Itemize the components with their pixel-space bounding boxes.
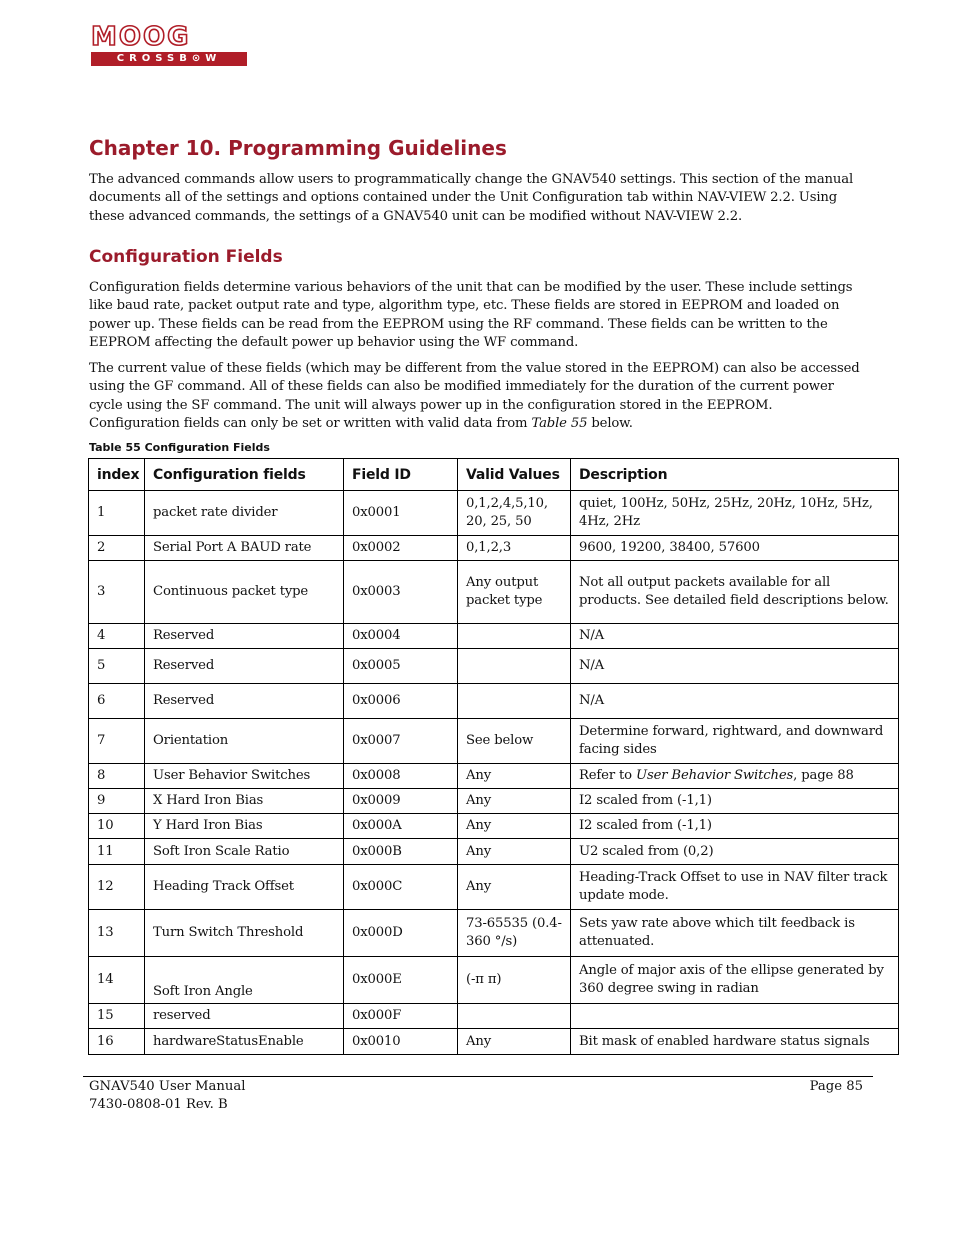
paragraph-line: The current value of these fields (which may be different from the value stored in the EEPROM) can also be accessed — [89, 361, 860, 376]
cell-index: 3 — [89, 561, 145, 624]
table-row — [89, 649, 899, 684]
table-row — [89, 839, 899, 865]
table-row — [89, 1029, 899, 1055]
cell-id: 0x0009 — [344, 789, 458, 814]
table-row — [89, 957, 899, 1004]
cell-desc: Bit mask of enabled hardware status signals — [571, 1029, 899, 1055]
desc-text: , page 88 — [793, 768, 854, 783]
cell-desc: N/A — [571, 624, 899, 649]
cell-id: 0x0006 — [344, 684, 458, 719]
intro-line: documents all of the settings and options contained under the Unit Configuration tab within NAV-VIEW 2.2. Using — [89, 190, 838, 206]
cell-index: 11 — [89, 839, 145, 865]
cell-index: 15 — [89, 1004, 145, 1029]
configuration-fields-table — [88, 458, 899, 1055]
cell-desc — [571, 764, 899, 789]
cell-valid: See below — [458, 719, 571, 764]
paragraph-text: Configuration fields can only be set or written with valid data from — [89, 416, 532, 432]
cell-id: 0x000F — [344, 1004, 458, 1029]
cell-id: 0x0002 — [344, 536, 458, 561]
cell-valid: 0,1,2,3 — [458, 536, 571, 561]
cell-field: packet rate divider — [145, 491, 344, 536]
cell-desc: Sets yaw rate above which tilt feedback is attenuated. — [571, 910, 899, 957]
cell-id: 0x000E — [344, 957, 458, 1004]
cell-desc: N/A — [571, 649, 899, 684]
cell-field: Reserved — [145, 649, 344, 684]
cell-index: 2 — [89, 536, 145, 561]
footer-doc-number: 7430-0808-01 Rev. B — [89, 1097, 228, 1113]
intro-paragraph — [89, 171, 879, 226]
table-row — [89, 536, 899, 561]
cell-index: 13 — [89, 910, 145, 957]
cell-valid: Any — [458, 789, 571, 814]
intro-line: these advanced commands, the settings of a GNAV540 unit can be modified without NAV-VIEW 2.2. — [89, 208, 743, 224]
column-header-valid-values: Valid Values — [458, 459, 571, 491]
cell-desc: Not all output packets available for all products. See detailed field descriptions below. — [571, 561, 899, 624]
cell-desc: N/A — [571, 684, 899, 719]
chapter-title: Chapter 10. Programming Guidelines — [89, 136, 507, 160]
table-row — [89, 814, 899, 839]
table-row — [89, 789, 899, 814]
cell-id: 0x000D — [344, 910, 458, 957]
footer-page-number: Page 85 — [809, 1079, 863, 1094]
cell-id: 0x0008 — [344, 764, 458, 789]
cell-valid: Any — [458, 1029, 571, 1055]
cell-index: 10 — [89, 814, 145, 839]
cell-valid: 0,1,2,4,5,10, 20, 25, 50 — [458, 491, 571, 536]
cell-index: 14 — [89, 957, 145, 1004]
cell-valid: Any — [458, 764, 571, 789]
table-row — [89, 764, 899, 789]
cell-id: 0x000C — [344, 865, 458, 910]
cell-valid: Any — [458, 814, 571, 839]
logo-wordmark: MOOG — [91, 22, 191, 52]
column-header-description: Description — [571, 459, 899, 491]
cell-valid — [458, 684, 571, 719]
table-header-row — [89, 459, 899, 491]
cell-field: Y Hard Iron Bias — [145, 814, 344, 839]
table-row — [89, 684, 899, 719]
desc-text: Refer to — [579, 768, 636, 783]
table-row — [89, 491, 899, 536]
cell-desc: U2 scaled from (0,2) — [571, 839, 899, 865]
footer-divider — [83, 1076, 873, 1077]
cell-field: Turn Switch Threshold — [145, 910, 344, 957]
cell-field: User Behavior Switches — [145, 764, 344, 789]
table-row — [89, 910, 899, 957]
cell-desc: I2 scaled from (-1,1) — [571, 789, 899, 814]
cell-id: 0x0007 — [344, 719, 458, 764]
cell-desc: 9600, 19200, 38400, 57600 — [571, 536, 899, 561]
cell-id: 0x000A — [344, 814, 458, 839]
paragraph-line: using the GF command. All of these fields can also be modified immediately for the duration of the current power — [89, 379, 834, 395]
table-row — [89, 1004, 899, 1029]
cell-index: 9 — [89, 789, 145, 814]
config-fields-paragraph — [89, 279, 879, 353]
table-row — [89, 561, 899, 624]
cell-field: hardwareStatusEnable — [145, 1029, 344, 1055]
cell-id: 0x0004 — [344, 624, 458, 649]
cell-field: reserved — [145, 1004, 344, 1029]
section-title: Configuration Fields — [89, 247, 283, 267]
company-logo — [91, 23, 249, 69]
current-value-paragraph — [89, 360, 879, 434]
cell-field: Heading Track Offset — [145, 865, 344, 910]
cell-field: Serial Port A BAUD rate — [145, 536, 344, 561]
cell-field: Reserved — [145, 684, 344, 719]
cell-valid: (-π π) — [458, 957, 571, 1004]
cell-valid — [458, 1004, 571, 1029]
cell-valid: Any — [458, 865, 571, 910]
cell-id: 0x0001 — [344, 491, 458, 536]
cell-desc: quiet, 100Hz, 50Hz, 25Hz, 20Hz, 10Hz, 5Hz, 4Hz, 2Hz — [571, 491, 899, 536]
cross-reference-link[interactable]: User Behavior Switches — [636, 768, 794, 783]
cell-valid: Any — [458, 839, 571, 865]
cell-desc: Heading-Track Offset to use in NAV filter track update mode. — [571, 865, 899, 910]
cell-desc — [571, 1004, 899, 1029]
paragraph-line: like baud rate, packet output rate and type, algorithm type, etc. These fields are stored in EEPROM and loaded on — [89, 298, 840, 314]
cell-field: Continuous packet type — [145, 561, 344, 624]
cell-id: 0x0005 — [344, 649, 458, 684]
paragraph-line — [89, 415, 879, 433]
table-row — [89, 719, 899, 764]
cell-index: 5 — [89, 649, 145, 684]
cell-index: 16 — [89, 1029, 145, 1055]
column-header-index: index — [89, 459, 145, 491]
cell-field: Soft Iron Angle — [145, 957, 344, 1004]
cell-desc: I2 scaled from (-1,1) — [571, 814, 899, 839]
table-row — [89, 865, 899, 910]
cell-id: 0x0010 — [344, 1029, 458, 1055]
paragraph-line: power up. These fields can be read from the EEPROM using the RF command. These fields can be written to the — [89, 316, 828, 332]
table-row — [89, 624, 899, 649]
logo-subbrand: CROSSB⊙W — [91, 52, 247, 66]
cell-index: 4 — [89, 624, 145, 649]
paragraph-line: cycle using the SF command. The unit will always power up in the configuration stored in the EEPROM. — [89, 397, 773, 413]
cell-field: Orientation — [145, 719, 344, 764]
cell-field: Reserved — [145, 624, 344, 649]
cell-valid — [458, 649, 571, 684]
table-reference-link[interactable]: Table 55 — [531, 416, 588, 432]
cell-valid: 73-65535 (0.4-360 °/s) — [458, 910, 571, 957]
cell-index: 7 — [89, 719, 145, 764]
cell-id: 0x0003 — [344, 561, 458, 624]
column-header-field-id: Field ID — [344, 459, 458, 491]
cell-field: X Hard Iron Bias — [145, 789, 344, 814]
table-caption: Table 55 Configuration Fields — [89, 441, 270, 454]
cell-index: 1 — [89, 491, 145, 536]
cell-desc: Determine forward, rightward, and downward facing sides — [571, 719, 899, 764]
cell-index: 12 — [89, 865, 145, 910]
intro-line: The advanced commands allow users to programmatically change the GNAV540 settings. This section of the manual — [89, 172, 854, 187]
cell-id: 0x000B — [344, 839, 458, 865]
column-header-field: Configuration fields — [145, 459, 344, 491]
cell-valid — [458, 624, 571, 649]
cell-index: 6 — [89, 684, 145, 719]
cell-field: Soft Iron Scale Ratio — [145, 839, 344, 865]
paragraph-text: below. — [587, 416, 633, 432]
footer-manual-title: GNAV540 User Manual — [89, 1079, 246, 1094]
footer-doc-info — [89, 1078, 245, 1115]
cell-valid: Any output packet type — [458, 561, 571, 624]
paragraph-line: Configuration fields determine various behaviors of the unit that can be modified by the user. These include settings — [89, 280, 853, 295]
cell-desc: Angle of major axis of the ellipse generated by 360 degree swing in radian — [571, 957, 899, 1004]
paragraph-line: EEPROM affecting the default power up behavior using the WF command. — [89, 335, 579, 351]
cell-index: 8 — [89, 764, 145, 789]
